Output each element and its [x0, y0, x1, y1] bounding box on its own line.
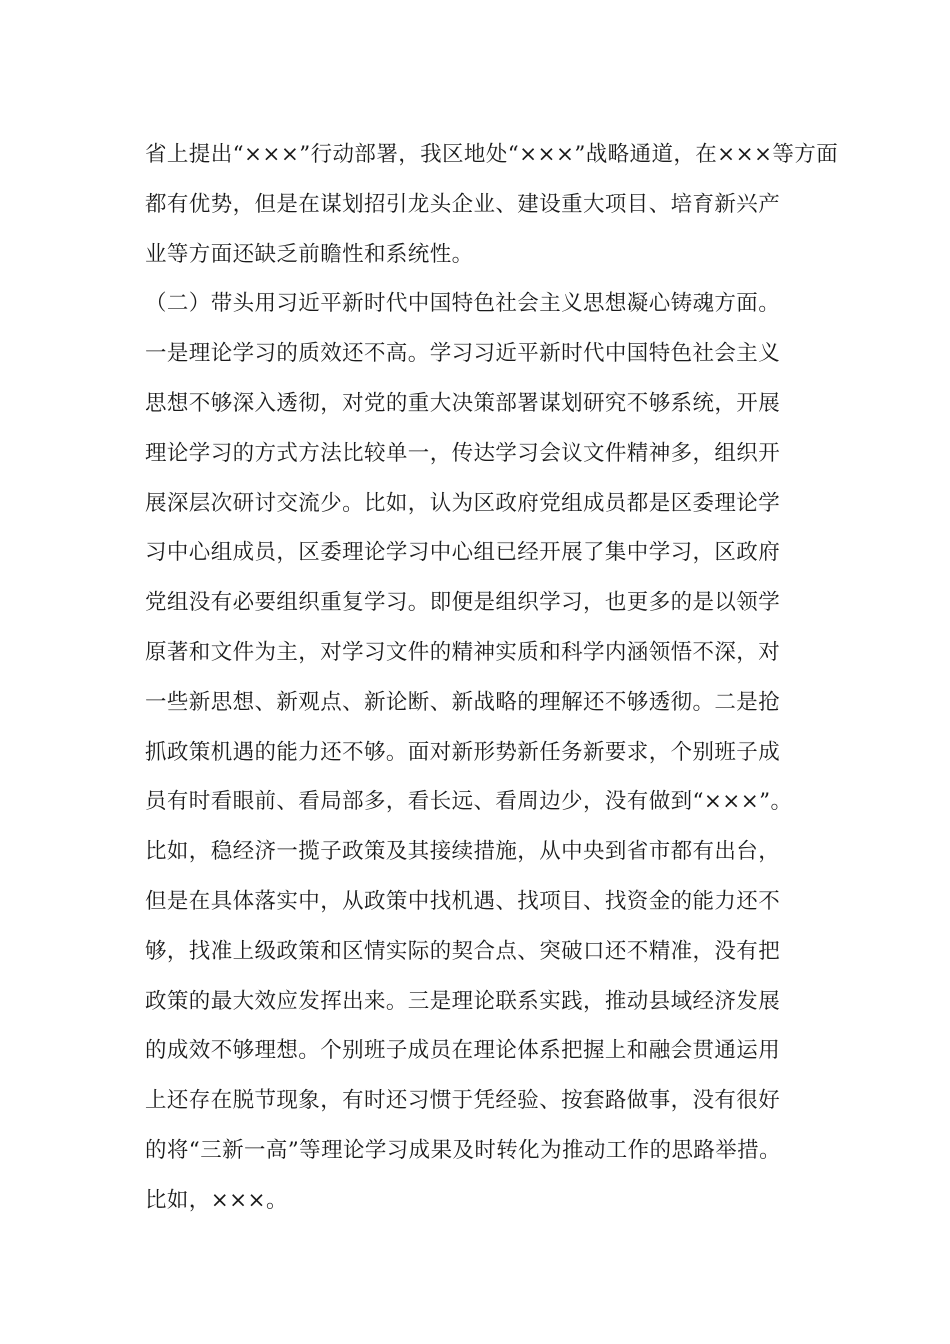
text-line-3: 业等方面还缺乏前瞻性和系统性。 — [145, 241, 474, 267]
body-text — [145, 130, 839, 1226]
text-line-18: 政策的最大效应发挥出来。三是理论联系实践，推动县域经济发展 — [145, 988, 781, 1014]
text-line-22: 比如，×××。 — [145, 1187, 288, 1213]
text-line-8: 展深层次研讨交流少。比如，认为区政府党组成员都是区委理论学 — [145, 490, 781, 516]
text-line-6: 思想不够深入透彻，对党的重大决策部署谋划研究不够系统，开展 — [145, 390, 781, 416]
text-line-14: 员有时看眼前、看局部多，看长远、看周边少，没有做到“×××”。 — [145, 789, 793, 815]
text-line-10: 党组没有必要组织重复学习。即便是组织学习，也更多的是以领学 — [145, 590, 781, 616]
text-line-15: 比如，稳经济一揽子政策及其接续措施，从中央到省市都有出台， — [145, 839, 781, 865]
section-heading: （二）带头用习近平新时代中国特色社会主义思想凝心铸魂方面。 — [145, 291, 781, 317]
text-line-2: 都有优势，但是在谋划招引龙头企业、建设重大项目、培育新兴产 — [145, 191, 781, 217]
text-line-13: 抓政策机遇的能力还不够。面对新形势新任务新要求，个别班子成 — [145, 739, 781, 765]
text-line-12: 一些新思想、新观点、新论断、新战略的理解还不够透彻。二是抢 — [145, 689, 781, 715]
text-line-9: 习中心组成员，区委理论学习中心组已经开展了集中学习，区政府 — [145, 540, 781, 566]
text-line-17: 够，找准上级政策和区情实际的契合点、突破口还不精准，没有把 — [145, 938, 781, 964]
text-line-7: 理论学习的方式方法比较单一，传达学习会议文件精神多，组织开 — [145, 440, 781, 466]
text-line-16: 但是在具体落实中，从政策中找机遇、找项目、找资金的能力还不 — [145, 888, 781, 914]
text-line-1: 省上提出“×××”行动部署，我区地处“×××”战略通道，在×××等方面 — [145, 142, 839, 167]
text-line-11: 原著和文件为主，对学习文件的精神实质和科学内涵领悟不深，对 — [145, 639, 781, 665]
text-line-20: 上还存在脱节现象，有时还习惯于凭经验、按套路做事，没有很好 — [145, 1088, 781, 1114]
text-line-21: 的将“三新一高”等理论学习成果及时转化为推动工作的思路举措。 — [145, 1137, 781, 1163]
text-line-19: 的成效不够理想。个别班子成员在理论体系把握上和融会贯通运用 — [145, 1038, 781, 1064]
text-line-5: 一是理论学习的质效还不高。学习习近平新时代中国特色社会主义 — [145, 341, 781, 367]
